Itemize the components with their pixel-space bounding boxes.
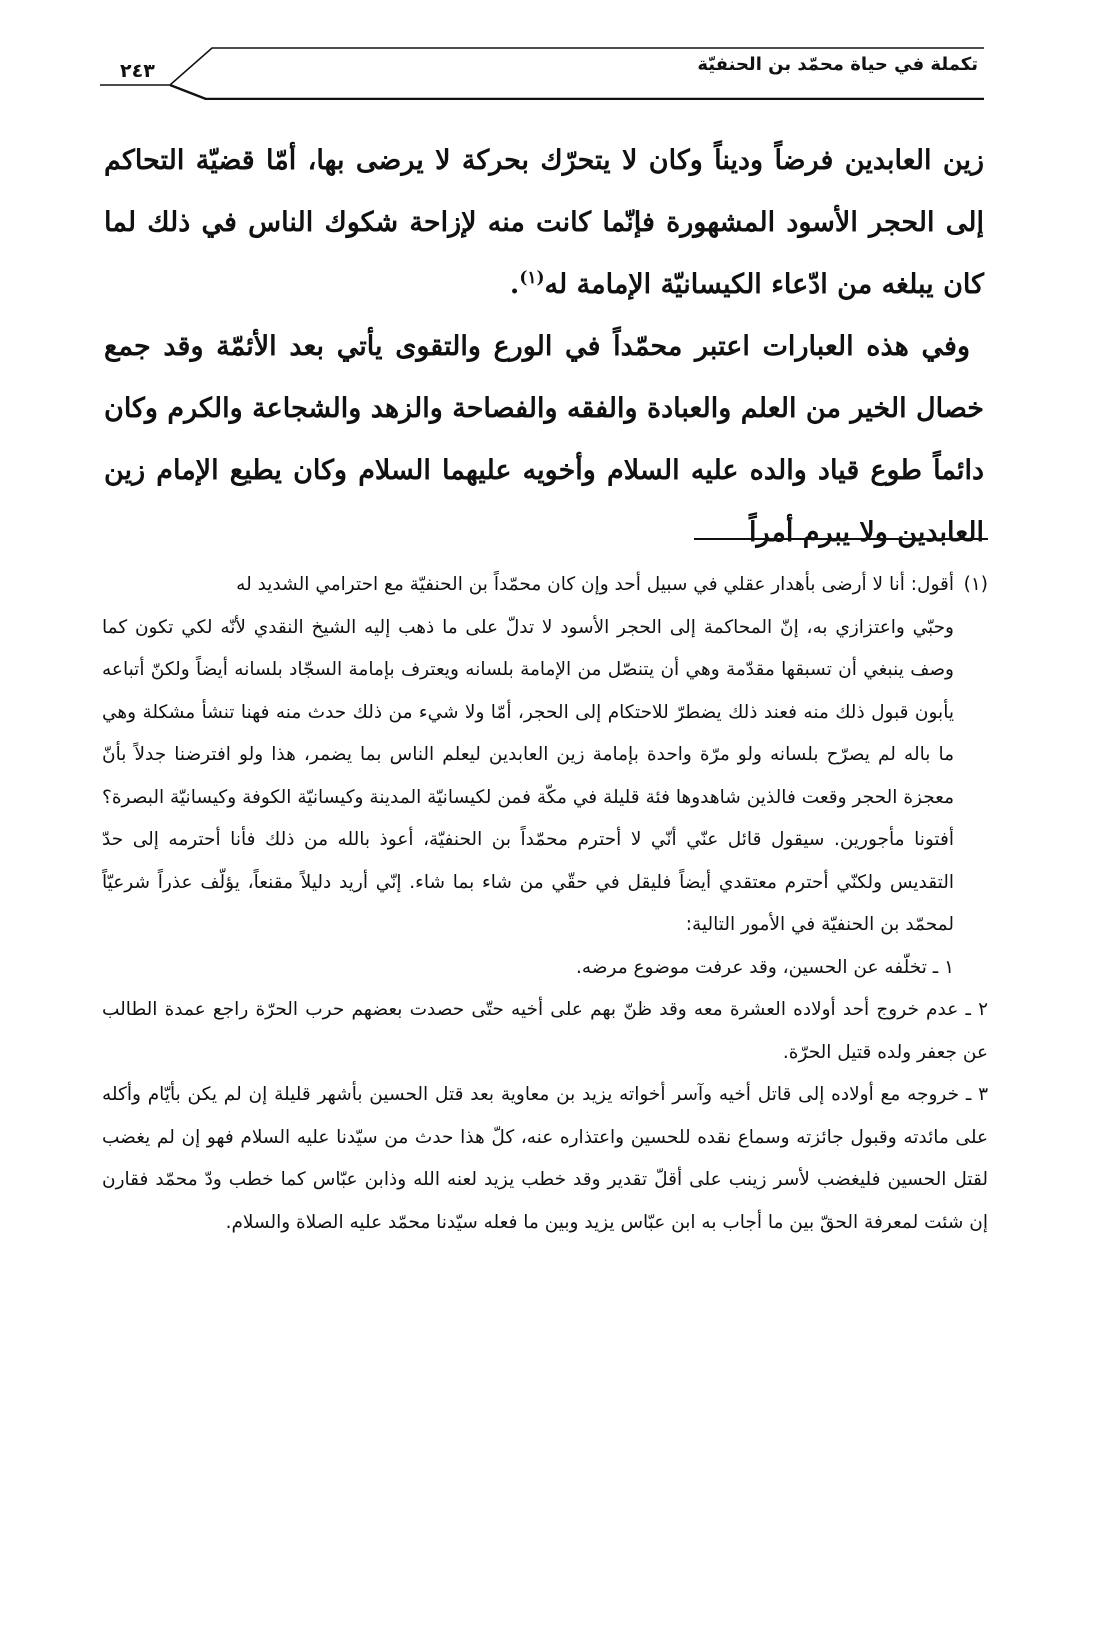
paragraph-1-text: زين العابدين فرضاً وديناً وكان لا يتحرّك بحركة لا يرضى بها، أمّا قضيّة التحاكم إلى الحجر الأسود المشهورة فإنّما كانت منه لإزاحة شكوك الناس في ذلك لما كان يبلغه من ادّعاء الكيسانيّة الإمامة له xyxy=(104,145,984,300)
paragraph-1 xyxy=(104,130,984,316)
footnote-points-list xyxy=(102,947,988,1245)
running-title: تكملة في حياة محمّد بن الحنفيّة xyxy=(697,54,978,75)
footnote-continuation: وحبّي واعتزازي به، إنّ المحاكمة إلى الحجر الأسود لا تدلّ على ما ذهب إليه الشيخ النقدي لأنّه لكي تكون كما وصف ينبغي أن تسبقها مقدّمة وهي أن يتنصّل من الإمامة بلسانه ويعترف بإمامة السجّاد بلسانه أيضاً ولكنّ أتباعه يأبون قبول ذلك منه فعند ذلك يضطرّ للاحتكام إلى الحجر، أمّا ولا شيء من ذلك حدث منه فهنا تنشأ مشكلة وهي ما باله لم يصرّح بلسانه ولو مرّة واحدة بإمامة زين العابدين ليعلم الناس بما يضمر، هذا ولو افترضنا جدلاً بأنّ معجزة الحجر وقعت فالذين شاهدوها فئة قليلة في مكّة فمن لكيسانيّة المدينة وكيسانيّة الكوفة وكيسانيّة البصرة؟ أفتونا مأجورين. سيقول قائل عنّي أنّي لا أحترم محمّداً بن الحنفيّة، أعوذ بالله من ذلك فأنا أحترمه إلى حدّ التقديس ولكنّي أحترم معتقدي أيضاً فليقل في حقّي من شاء بما شاء. إنّي أريد دليلاً مقنعاً، يؤلّف عذراً شرعيّاً لمحمّد بن الحنفيّة في الأمور التالية: xyxy=(102,616,954,935)
footnote-reference[interactable]: (١) xyxy=(519,268,545,288)
main-text xyxy=(104,130,984,564)
footnote-number: (١) xyxy=(963,574,988,595)
footnote-separator xyxy=(694,538,988,540)
page-number: ٢٤٣ xyxy=(120,60,155,82)
footnote-1 xyxy=(102,564,988,607)
page-header xyxy=(100,38,984,100)
footnote-point: ٢ ـ عدم خروج أحد أولاده العشرة معه وقد ظنّ بهم على أخيه حتّى حصدت بعضهم حرب الحرّة راجع عمدة الطالب عن جعفر ولده قتيل الحرّة. xyxy=(102,999,988,1063)
paragraph-2: وفي هذه العبارات اعتبر محمّداً في الورع والتقوى يأتي بعد الأئمّة وقد جمع خصال الخير من العلم والعبادة والفقه والفصاحة والزهد والشجاعة والكرم وكان دائماً طوع قياد والده عليه السلام وأخويه عليهما السلام وكان يطيع الإمام زين العابدين ولا يبرم أمراً xyxy=(104,331,984,548)
paragraph-1-end: . xyxy=(509,269,520,300)
footnote-intro: أقول: أنا لا أرضى بأهدار عقلي في سبيل أحد وإن كان محمّداً بن الحنفيّة مع احترامي الشديد له xyxy=(236,574,954,595)
footnotes-section xyxy=(102,564,988,1244)
footnote-point: ١ ـ تخلّفه عن الحسين، وقد عرفت موضوع مرضه. xyxy=(575,956,954,978)
footnote-point: ٣ ـ خروجه مع أولاده إلى قاتل أخيه وآسر أخواته يزيد بن معاوية بعد قتل الحسين بأشهر قليلة إن لم يكن بأيّام وأكله على مائدته وقبول جائزته وسماع نقده للحسين واعتذاره عنه، كلّ هذا حدث من سيّدنا عليه السلام فهو إن لم يغضب لقتل الحسين فليغضب لأسر زينب على أقلّ تقدير وقد خطب يزيد لعنه الله وذابن عبّاس كما خطب ودّ محمّد فقارن إن شئت لمعرفة الحقّ بين ما أجاب به ابن عبّاس يزيد وبين ما فعله سيّدنا محمّد عليه الصلاة والسلام. xyxy=(102,1084,988,1233)
